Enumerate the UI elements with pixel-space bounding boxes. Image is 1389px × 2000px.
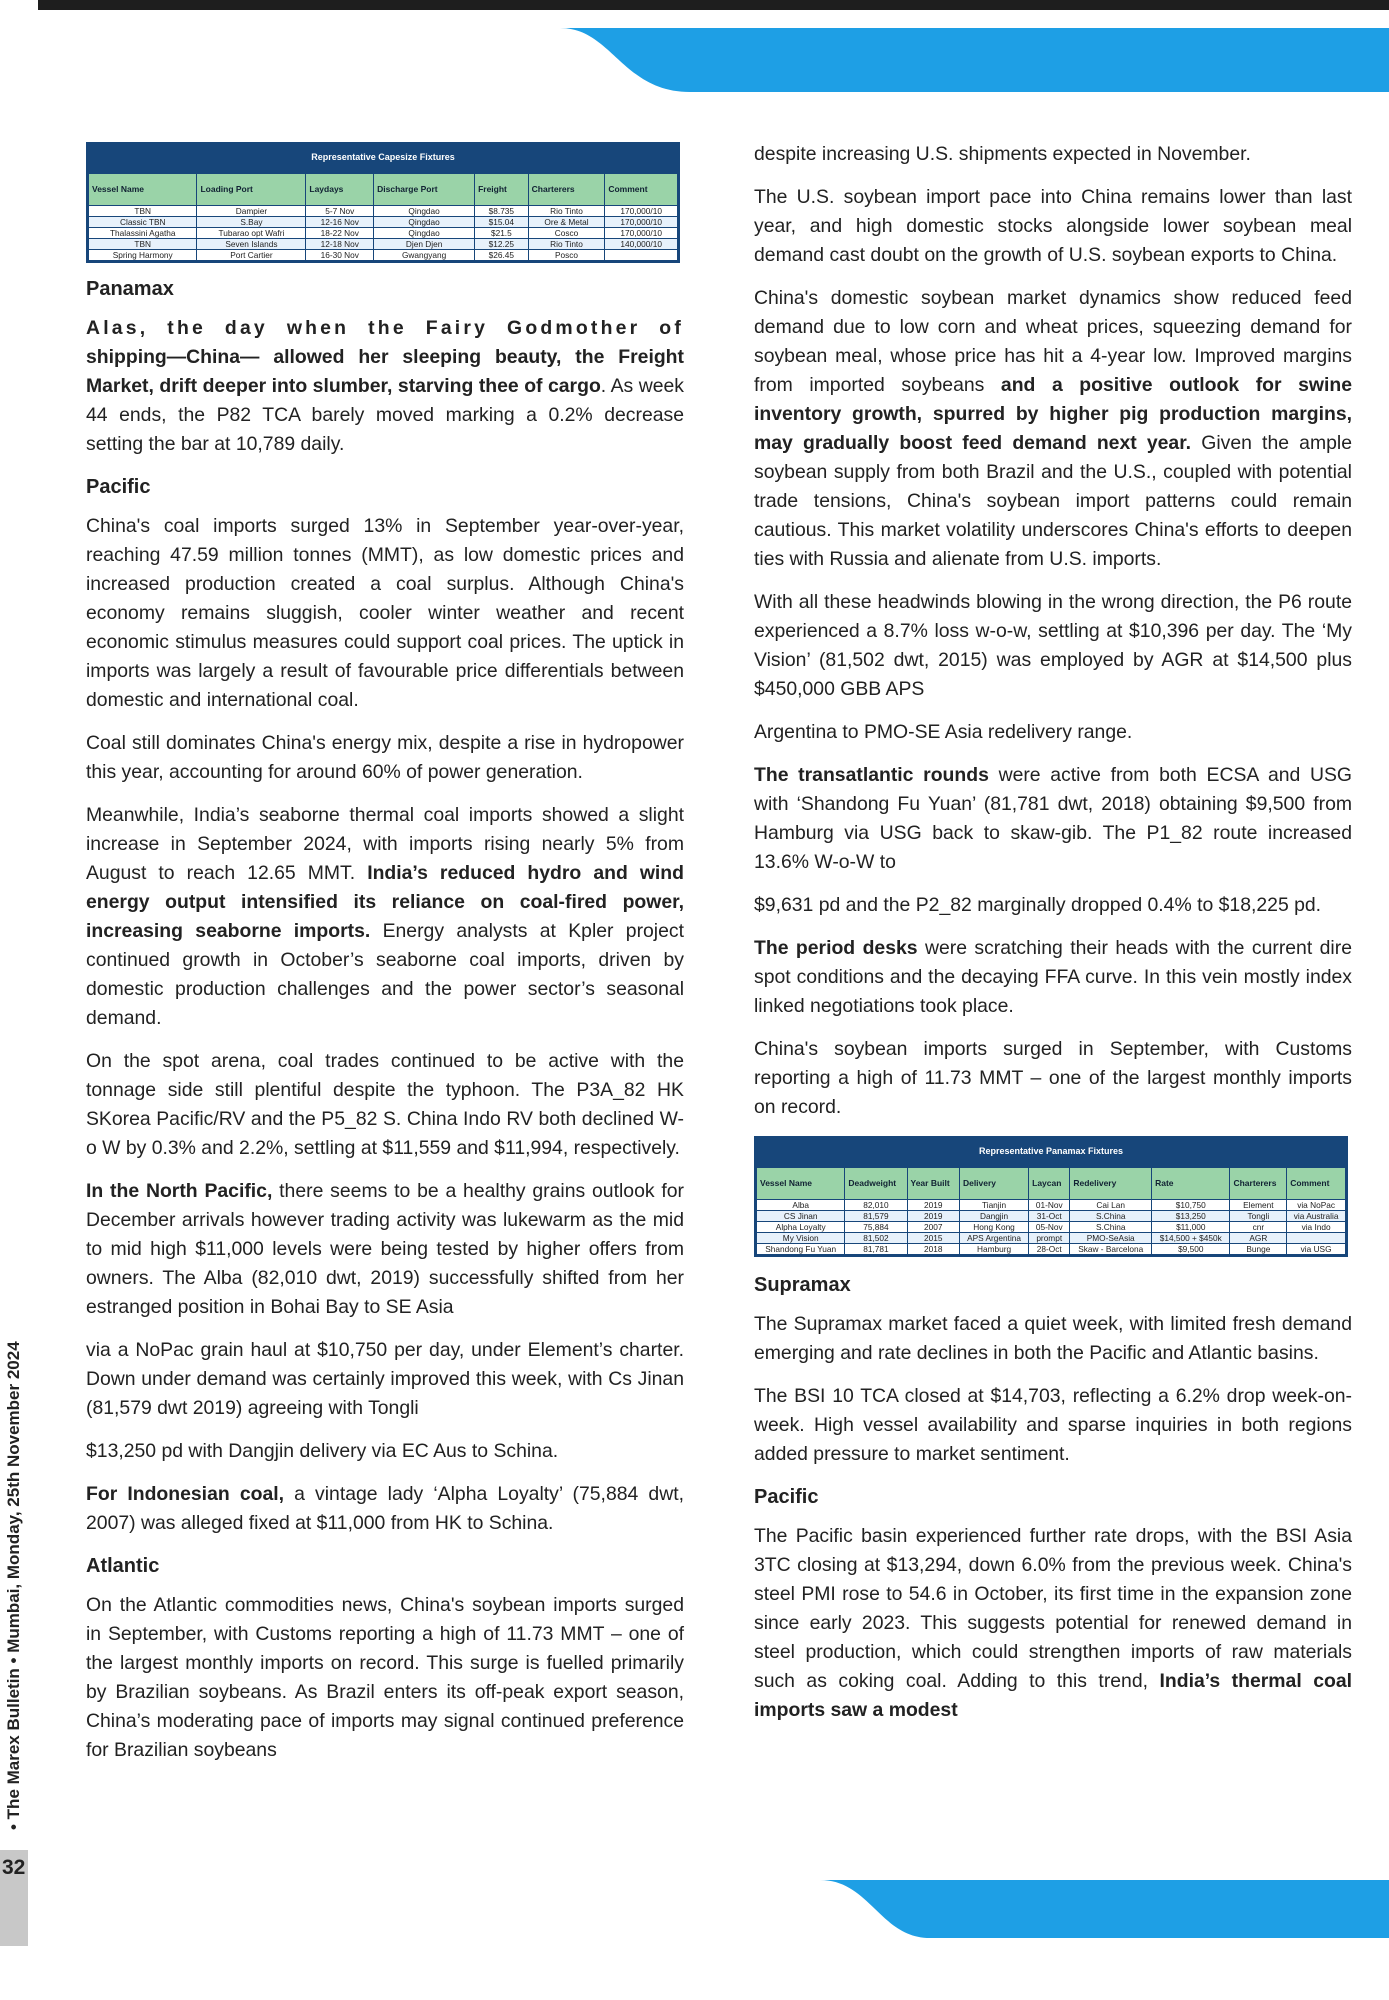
table-cell: S.China: [1070, 1222, 1152, 1233]
pacific-heading: Pacific: [754, 1486, 819, 1508]
table-cell: Ore & Metal: [528, 217, 605, 228]
table-cell: Port Cartier: [197, 250, 306, 261]
paragraph: China's soybean imports surged in September, with Customs reporting a high of 11.73 MMT – one of the largest monthly imports on record.: [754, 1038, 1352, 1118]
paragraph: despite increasing U.S. shipments expected in November.: [754, 143, 1251, 165]
paragraph: $13,250 pd with Dangjin delivery via EC Aus to Schina.: [86, 1440, 559, 1462]
table-cell: via USG: [1287, 1244, 1346, 1255]
table-cell: 12-16 Nov: [306, 217, 374, 228]
table-cell: prompt: [1029, 1233, 1070, 1244]
table-row: [89, 228, 678, 239]
paragraph: China's coal imports surged 13% in September year-over-year, reaching 47.59 million tonnes (MMT), as low domestic prices and increased production created a coal surplus. Although China's economy remains sluggish, cooler winter weather and recent economic stimulus measures could support coal prices. The uptick in imports was largely a result of favourable price differentials between domestic and international coal.: [86, 515, 684, 711]
table-cell: 2018: [907, 1244, 959, 1255]
table-cell: Tubarao opt Wafri: [197, 228, 306, 239]
table-cell: 75,884: [845, 1222, 907, 1233]
table-cell: 81,579: [845, 1211, 907, 1222]
table-cell: $12.25: [475, 239, 529, 250]
table-cell: Thalassini Agatha: [89, 228, 197, 239]
header-swoosh: [0, 24, 1389, 124]
table-cell: 170,000/10: [605, 206, 678, 217]
table-cell: PMO-SeAsia: [1070, 1233, 1152, 1244]
table-cell: 12-18 Nov: [306, 239, 374, 250]
table-cell: via Indo: [1287, 1222, 1346, 1233]
table-cell: Skaw - Barcelona: [1070, 1244, 1152, 1255]
table-cell: Hong Kong: [959, 1222, 1028, 1233]
table-cell: 2007: [907, 1222, 959, 1233]
table-cell: 16-30 Nov: [306, 250, 374, 261]
table-cell: Tianjin: [959, 1200, 1028, 1211]
publication-line: • The Marex Bulletin • Mumbai, Monday, 25th November 2024: [4, 1341, 23, 1830]
paragraph: With all these headwinds blowing in the wrong direction, the P6 route experienced a 8.7% loss w-o-w, settling at $10,396 per day. The ‘My Vision’ (81,502 dwt, 2015) was employed by AGR at $14,500 plus $450,000 GBB APS: [754, 591, 1352, 700]
table-cell: My Vision: [757, 1233, 845, 1244]
capesize-column-header: Comment: [605, 174, 678, 206]
table-row: [89, 206, 678, 217]
table-cell: via Australia: [1287, 1211, 1346, 1222]
panamax-heading: Panamax: [86, 278, 174, 300]
table-cell: $26.45: [475, 250, 529, 261]
table-cell: 01-Nov: [1029, 1200, 1070, 1211]
table-cell: 2015: [907, 1233, 959, 1244]
paragraph: Argentina to PMO-SE Asia redelivery range.: [754, 721, 1133, 743]
table-cell: AGR: [1230, 1233, 1287, 1244]
paragraph: The transatlantic rounds were active from both ECSA and USG with ‘Shandong Fu Yuan’ (81,781 dwt, 2018) obtaining $9,500 from Hamburg via USG back to skaw-gib. The P1_82 route increased 13.6% W-o-W to: [754, 764, 1352, 873]
table-cell: 170,000/10: [605, 228, 678, 239]
paragraph: Coal still dominates China's energy mix, despite a rise in hydropower this year, accounting for around 60% of power generation.: [86, 732, 684, 783]
table-cell: $11,000: [1152, 1222, 1230, 1233]
table-cell: Dangjin: [959, 1211, 1028, 1222]
table-cell: [1287, 1233, 1346, 1244]
table-cell: cnr: [1230, 1222, 1287, 1233]
panamax-column-header: Deadweight: [845, 1168, 907, 1200]
table-cell: Qingdao: [374, 206, 475, 217]
table-cell: 82,010: [845, 1200, 907, 1211]
paragraph: via a NoPac grain haul at $10,750 per day, under Element’s charter. Down under demand was certainly improved this week, with Cs Jinan (81,579 dwt 2019) agreeing with Tongli: [86, 1339, 684, 1419]
paragraph: China's domestic soybean market dynamics show reduced feed demand due to low corn and wheat prices, squeezing demand for soybean meal, whose price has hit a 4-year low. Improved margins from imported soybeans and a positive outlook for swine inventory growth, spurred by higher pig production margins, may gradually boost feed demand next year. Given the ample soybean supply from both Brazil and the U.S., coupled with potential trade tensions, China's soybean import patterns could remain cautious. This market volatility underscores China's efforts to deepen ties with Russia and alienate from U.S. imports.: [754, 287, 1352, 570]
table-cell: via NoPac: [1287, 1200, 1346, 1211]
table-cell: 2019: [907, 1200, 959, 1211]
paragraph: The BSI 10 TCA closed at $14,703, reflecting a 6.2% drop week-on-week. High vessel availability and sparse inquiries in both regions added pressure to market sentiment.: [754, 1385, 1352, 1465]
capesize-column-header: Discharge Port: [374, 174, 475, 206]
top-bar: [38, 0, 1389, 10]
table-cell: APS Argentina: [959, 1233, 1028, 1244]
table-cell: 28-Oct: [1029, 1244, 1070, 1255]
table-row: [89, 250, 678, 261]
table-row: [757, 1244, 1346, 1255]
table-cell: Gwangyang: [374, 250, 475, 261]
table-row: [757, 1233, 1346, 1244]
table-row: [757, 1200, 1346, 1211]
paragraph: On the Atlantic commodities news, China's soybean imports surged in September, with Customs reporting a high of 11.73 MMT – one of the largest monthly imports on record. This surge is fuelled primarily by Brazilian soybeans. As Brazil enters its off-peak export season, China’s moderating pace of imports may signal continued preference for Brazilian soybeans: [86, 1594, 684, 1761]
table-cell: 5-7 Nov: [306, 206, 374, 217]
table-cell: $10,750: [1152, 1200, 1230, 1211]
table-cell: TBN: [89, 239, 197, 250]
table-cell: 170,000/10: [605, 217, 678, 228]
table-cell: Bunge: [1230, 1244, 1287, 1255]
table-cell: $14,500 + $450k: [1152, 1233, 1230, 1244]
paragraph: The U.S. soybean import pace into China remains lower than last year, and high domestic stocks alongside lower soybean meal demand cast doubt on the growth of U.S. soybean exports to China.: [754, 186, 1352, 266]
capesize-column-header: Charterers: [528, 174, 605, 206]
table-cell: Cosco: [528, 228, 605, 239]
panamax-table-title: Representative Panamax Fixtures: [756, 1136, 1346, 1167]
capesize-column-header: Freight: [475, 174, 529, 206]
table-cell: S.Bay: [197, 217, 306, 228]
table-cell: Classic TBN: [89, 217, 197, 228]
table-row: [89, 239, 678, 250]
footer-swoosh: [0, 1878, 1389, 1948]
table-cell: Djen Djen: [374, 239, 475, 250]
table-cell: Rio Tinto: [528, 239, 605, 250]
table-cell: $21.5: [475, 228, 529, 239]
table-row: [757, 1222, 1346, 1233]
panamax-column-header: Rate: [1152, 1168, 1230, 1200]
table-cell: TBN: [89, 206, 197, 217]
paragraph: In the North Pacific, there seems to be a healthy grains outlook for December arrivals however trading activity was lukewarm as the mid to mid high $11,000 levels were being tested by higher offers from owners. The Alba (82,010 dwt, 2019) successfully shifted from her estranged position in Bohai Bay to SE Asia: [86, 1180, 684, 1318]
table-cell: Alpha Loyalty: [757, 1222, 845, 1233]
table-cell: $8.735: [475, 206, 529, 217]
panamax-column-header: Redelivery: [1070, 1168, 1152, 1200]
table-cell: 05-Nov: [1029, 1222, 1070, 1233]
paragraph: The Pacific basin experienced further rate drops, with the BSI Asia 3TC closing at $13,294, down 6.0% from the previous week. China's steel PMI rose to 54.6 in October, its first time in the expansion zone since early 2023. This suggests potential for renewed demand in steel production, which could strengthen imports of raw materials such as coking coal. Adding to this trend, India’s thermal coal imports saw a modest: [754, 1525, 1352, 1721]
panamax-column-header: Charterers: [1230, 1168, 1287, 1200]
sidebar: [0, 1300, 30, 1850]
capesize-column-header: Loading Port: [197, 174, 306, 206]
table-cell: $9,500: [1152, 1244, 1230, 1255]
paragraph: The Supramax market faced a quiet week, with limited fresh demand emerging and rate declines in both the Pacific and Atlantic basins.: [754, 1313, 1352, 1364]
table-cell: Spring Harmony: [89, 250, 197, 261]
table-cell: Rio Tinto: [528, 206, 605, 217]
panamax-column-header: Year Built: [907, 1168, 959, 1200]
left-column: [86, 140, 684, 1779]
paragraph: Meanwhile, India’s seaborne thermal coal imports showed a slight increase in September 2024, with imports rising nearly 5% from August to reach 12.65 MMT. India’s reduced hydro and wind energy output intensified its reliance on coal-fired power, increasing seaborne imports. Energy analysts at Kpler project continued growth in October’s seaborne coal imports, driven by domestic production challenges and the power sector’s seasonal demand.: [86, 804, 684, 1029]
table-cell: CS Jinan: [757, 1211, 845, 1222]
table-cell: Qingdao: [374, 228, 475, 239]
table-cell: Qingdao: [374, 217, 475, 228]
table-cell: [605, 250, 678, 261]
table-cell: Tongli: [1230, 1211, 1287, 1222]
panamax-column-header: Delivery: [959, 1168, 1028, 1200]
table-cell: Hamburg: [959, 1244, 1028, 1255]
table-cell: Shandong Fu Yuan: [757, 1244, 845, 1255]
table-cell: 18-22 Nov: [306, 228, 374, 239]
table-cell: $13,250: [1152, 1211, 1230, 1222]
capesize-column-header: Laydays: [306, 174, 374, 206]
table-cell: Seven Islands: [197, 239, 306, 250]
supramax-heading: Supramax: [754, 1274, 851, 1296]
table-cell: $15.04: [475, 217, 529, 228]
pacific-heading: Pacific: [86, 476, 151, 498]
table-cell: 31-Oct: [1029, 1211, 1070, 1222]
table-cell: Dampier: [197, 206, 306, 217]
table-cell: S.China: [1070, 1211, 1152, 1222]
capesize-column-header: Vessel Name: [89, 174, 197, 206]
page-number: 32: [2, 1856, 26, 1879]
right-column: [754, 140, 1352, 1739]
atlantic-heading: Atlantic: [86, 1555, 160, 1577]
table-cell: Cai Lan: [1070, 1200, 1152, 1211]
panamax-column-header: Laycan: [1029, 1168, 1070, 1200]
paragraph: On the spot arena, coal trades continued to be active with the tonnage side still plentiful despite the typhoon. The P3A_82 HK SKorea Pacific/RV and the P5_82 S. China Indo RV both declined W-o W by 0.3% and 2.2%, settling at $11,559 and $11,994, respectively.: [86, 1050, 684, 1159]
panamax-column-header: Vessel Name: [757, 1168, 845, 1200]
capesize-fixtures-table: [86, 142, 680, 263]
table-row: [89, 217, 678, 228]
table-cell: Alba: [757, 1200, 845, 1211]
panamax-column-header: Comment: [1287, 1168, 1346, 1200]
paragraph: $9,631 pd and the P2_82 marginally dropped 0.4% to $18,225 pd.: [754, 894, 1322, 916]
table-cell: 81,502: [845, 1233, 907, 1244]
table-cell: 2019: [907, 1211, 959, 1222]
table-cell: 140,000/10: [605, 239, 678, 250]
table-cell: Posco: [528, 250, 605, 261]
table-cell: 81,781: [845, 1244, 907, 1255]
paragraph: The period desks were scratching their heads with the current dire spot conditions and the decaying FFA curve. In this vein mostly index linked negotiations took place.: [754, 937, 1352, 1017]
table-cell: Element: [1230, 1200, 1287, 1211]
table-row: [757, 1211, 1346, 1222]
lead-paragraph: Alas, the day when the Fairy Godmother of shipping—China— allowed her sleeping beauty, the Freight Market, drift deeper into slumber, starving thee of cargo. As week 44 ends, the P82 TCA barely moved marking a 0.2% decrease setting the bar at 10,789 daily.: [86, 317, 684, 455]
capesize-table-title: Representative Capesize Fixtures: [88, 142, 678, 173]
paragraph: For Indonesian coal, a vintage lady ‘Alpha Loyalty’ (75,884 dwt, 2007) was alleged fixed at $11,000 from HK to Schina.: [86, 1483, 684, 1534]
panamax-fixtures-table: [754, 1136, 1348, 1257]
